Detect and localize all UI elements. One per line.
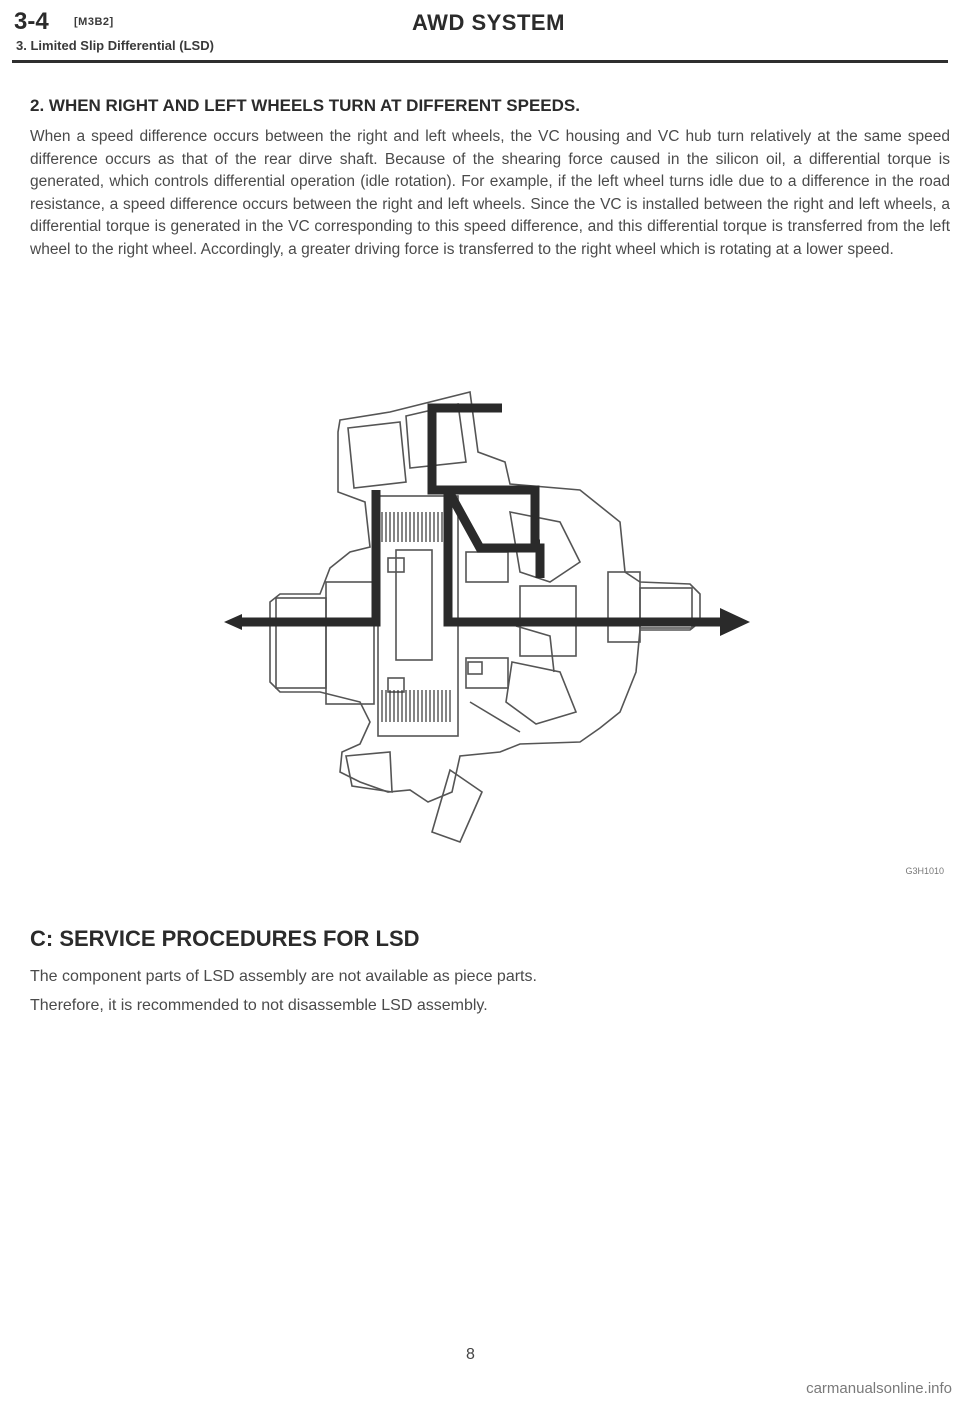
footer-page-number: 8 [466, 1346, 475, 1363]
watermark: carmanualsonline.info [806, 1380, 952, 1397]
section-heading: 2. WHEN RIGHT AND LEFT WHEELS TURN AT DIFFERENT SPEEDS. [30, 96, 580, 115]
upper-plates [382, 512, 450, 542]
page-reference: 3-4 [14, 8, 49, 35]
service-heading: C: SERVICE PROCEDURES FOR LSD [30, 926, 420, 951]
service-text-line-1: The component parts of LSD assembly are not available as piece parts. [30, 968, 537, 985]
section-code: [M3B2] [74, 16, 114, 28]
service-text-line-2: Therefore, it is recommended to not disassemble LSD assembly. [30, 997, 488, 1014]
figure-code: G3H1010 [905, 866, 944, 876]
lsd-diagram [220, 372, 760, 892]
body-paragraph: When a speed difference occurs between the right and left wheels, the VC housing and VC hub turn relatively at the same speed difference occurs as that of the rear dirve shaft. Because of the shearing force caused in the silicon oil, a differential torque is generated, which controls differential operation (idle rotation). For example, if the left wheel turns idle due to a difference in the road resistance, a speed difference occurs between the right and left wheels. Since the VC is installed between the right and left wheels, a differential torque is generated in the VC corresponding to this speed difference, and this differential torque is transferred from the left wheel to the right wheel. Accordingly, a greater driving force is transferred to the right wheel which is rotating at a lower speed. [30, 128, 950, 258]
lsd-cutaway-figure [220, 372, 760, 892]
header-divider [12, 60, 948, 63]
chapter-title: AWD SYSTEM [412, 10, 565, 35]
right-arrow [720, 608, 750, 636]
sub-chapter-title: 3. Limited Slip Differential (LSD) [16, 38, 214, 53]
lower-plates [382, 690, 450, 722]
left-arrow [224, 614, 242, 630]
